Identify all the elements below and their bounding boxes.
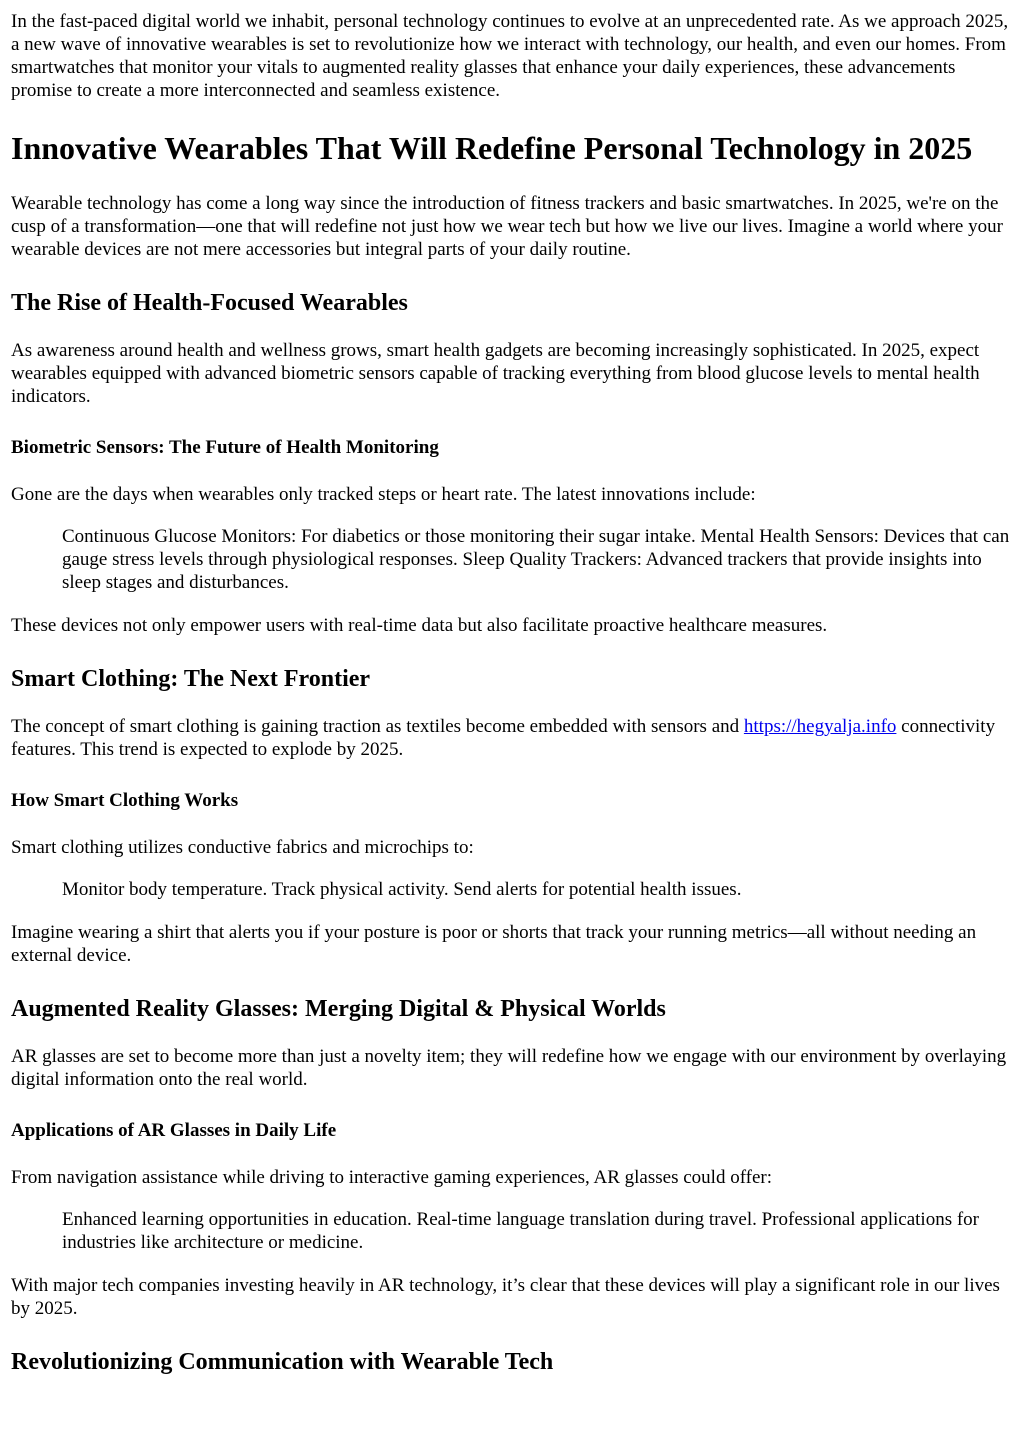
ar-paragraph: AR glasses are set to become more than just a novelty item; they will redefine how we engage with our environment by overlaying digital information onto the real world. bbox=[11, 1046, 1007, 1090]
heading-how-smart-clothing-works: How Smart Clothing Works bbox=[11, 790, 239, 811]
health-paragraph: As awareness around health and wellness grows, smart health gadgets are becoming increasingly sophisticated. In 2025, expect wearables equipped with advanced biometric sensors capable of tracking everything from blood glucose levels to mental health indicators. bbox=[11, 340, 980, 407]
ar-after-paragraph: With major tech companies investing heavily in AR technology, it’s clear that these devices will play a significant role in our lives by 2025. bbox=[11, 1275, 1000, 1319]
clothing-text-after: connectivity features. This trend is expected to explode by 2025. bbox=[11, 716, 996, 760]
clothing-text-before: The concept of smart clothing is gaining traction as textiles become embedded with sensors and bbox=[11, 716, 744, 737]
how-paragraph: Smart clothing utilizes conductive fabrics and microchips to: bbox=[11, 837, 474, 858]
heading-ar-glasses: Augmented Reality Glasses: Merging Digital & Physical Worlds bbox=[11, 996, 666, 1022]
intro-wearables-paragraph: Wearable technology has come a long way since the introduction of fitness trackers and basic smartwatches. In 2025, we're on the cusp of a transformation—one that will redefine not just how we wear tech but how we live our lives. Imagine a world where your wearable devices are not mere accessories but integral parts of your daily routine. bbox=[11, 193, 1003, 260]
biometric-list: Continuous Glucose Monitors: For diabetics or those monitoring their sugar intake. Mental Health Sensors: Devices that can gauge stress levels through physiological responses. Sleep Quality Trackers: Advanced trackers that provide insights into sleep stages and disturbances. bbox=[62, 526, 1010, 593]
heading-health-wearables: The Rise of Health-Focused Wearables bbox=[11, 290, 408, 316]
hegyalja-link[interactable]: https://hegyalja.info bbox=[743, 716, 897, 737]
heading-communication: Revolutionizing Communication with Wearable Tech bbox=[11, 1349, 554, 1375]
heading-smart-clothing: Smart Clothing: The Next Frontier bbox=[11, 666, 371, 692]
how-list: Monitor body temperature. Track physical activity. Send alerts for potential health issues. bbox=[62, 879, 742, 900]
biometric-after-paragraph: These devices not only empower users with real-time data but also facilitate proactive healthcare measures. bbox=[11, 615, 828, 636]
page-title: Innovative Wearables That Will Redefine Personal Technology in 2025 bbox=[11, 130, 973, 166]
heading-ar-applications: Applications of AR Glasses in Daily Life bbox=[11, 1120, 337, 1141]
ar-apps-paragraph: From navigation assistance while driving to interactive gaming experiences, AR glasses could offer: bbox=[11, 1167, 773, 1188]
clothing-paragraph bbox=[11, 715, 1013, 761]
how-after-paragraph: Imagine wearing a shirt that alerts you if your posture is poor or shorts that track your running metrics—all without needing an external device. bbox=[11, 922, 977, 966]
biometric-paragraph: Gone are the days when wearables only tracked steps or heart rate. The latest innovations include: bbox=[11, 484, 756, 505]
ar-list: Enhanced learning opportunities in education. Real-time language translation during travel. Professional applications for industries like architecture or medicine. bbox=[62, 1209, 980, 1253]
heading-biometric-sensors: Biometric Sensors: The Future of Health Monitoring bbox=[11, 437, 439, 458]
intro-paragraph: In the fast-paced digital world we inhabit, personal technology continues to evolve at an unprecedented rate. As we approach 2025, a new wave of innovative wearables is set to revolutionize how we interact with technology, our health, and even our homes. From smartwatches that monitor your vitals to augmented reality glasses that enhance your daily experiences, these advancements promise to create a more interconnected and seamless existence. bbox=[11, 11, 1009, 101]
